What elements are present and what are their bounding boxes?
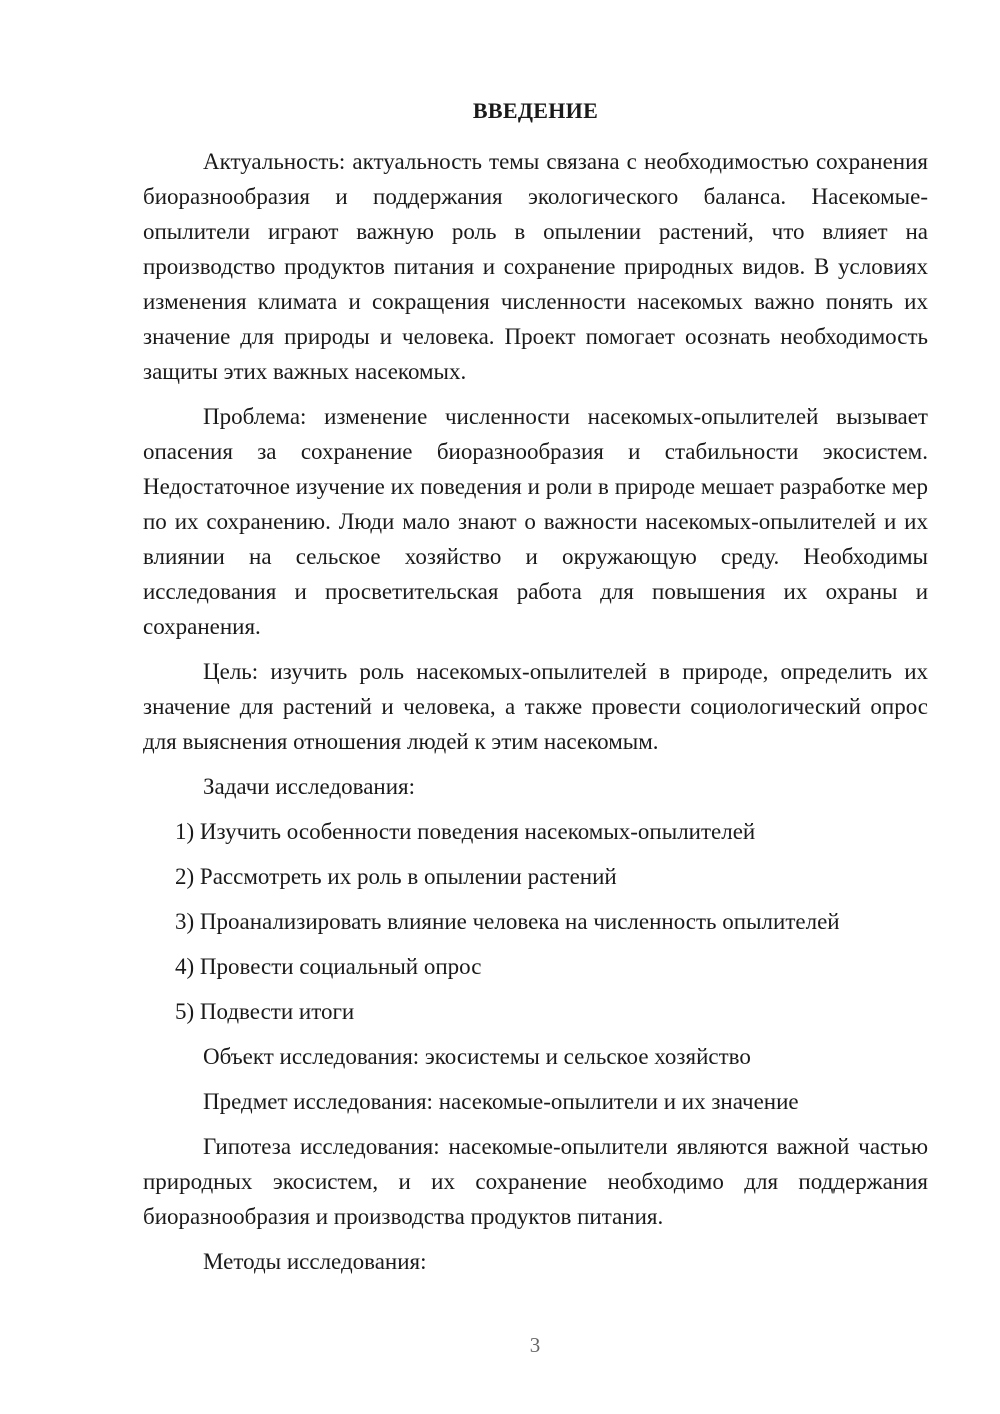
methods-heading: Методы исследования: [203, 1249, 427, 1274]
task-item-5: 5) Подвести итоги [175, 999, 355, 1024]
hypothesis-paragraph: Гипотеза исследования: насекомые-опылители являются важной частью природных экосистем, и их сохранение необходимо для поддержания биоразнообразия и производства продуктов питания. [143, 1134, 928, 1229]
page-title: ВВЕДЕНИЕ [472, 98, 599, 123]
task-item-3: 3) Проанализировать влияние человека на численность опылителей [175, 909, 840, 934]
relevance-paragraph: Актуальность: актуальность темы связана с необходимостью сохранения биоразнообразия и поддержания экологического баланса. Насекомые-опылители играют важную роль в опылении растений, что влияет на производство продуктов питания и сохранение природных видов. В условиях изменения климата и сокращения численности насекомых важно понять их значение для природы и человека. Проект помогает осознать необходимость защиты этих важных насекомых. [143, 149, 928, 384]
goal-paragraph: Цель: изучить роль насекомых-опылителей в природе, определить их значение для растений и человека, а также провести социологический опрос для выяснения отношения людей к этим насекомым. [143, 659, 928, 754]
task-item-2: 2) Рассмотреть их роль в опылении растений [175, 864, 617, 889]
problem-paragraph: Проблема: изменение численности насекомых-опылителей вызывает опасения за сохранение биоразнообразия и стабильности экосистем. Недостаточное изучение их поведения и роли в природе мешает разработке мер по их сохранению. Люди мало знают о важности насекомых-опылителей и их влиянии на сельское хозяйство и окружающую среду. Необходимы исследования и просветительская работа для повышения их охраны и сохранения. [143, 404, 928, 639]
task-item-4: 4) Провести социальный опрос [175, 954, 482, 979]
document-page [143, 96, 928, 1289]
tasks-heading: Задачи исследования: [203, 774, 416, 799]
page-number: 3 [529, 1333, 541, 1357]
research-subject: Предмет исследования: насекомые-опылители и их значение [203, 1089, 799, 1114]
task-item-1: 1) Изучить особенности поведения насекомых-опылителей [175, 819, 756, 844]
research-object: Объект исследования: экосистемы и сельское хозяйство [203, 1044, 751, 1069]
